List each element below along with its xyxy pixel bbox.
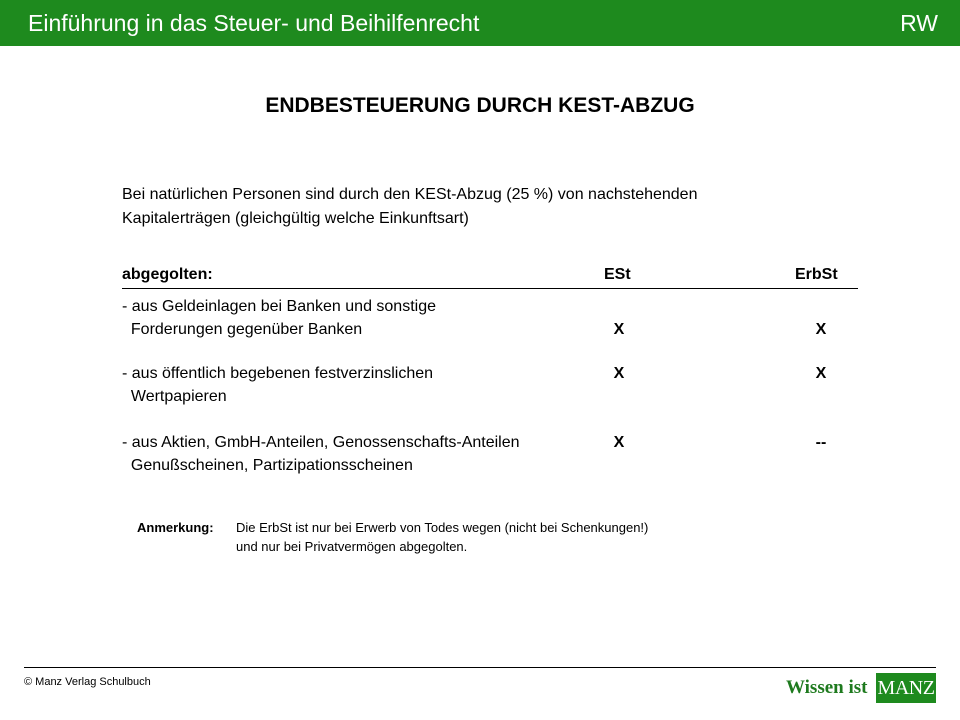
row-3-est-mark: X <box>613 434 625 451</box>
intro-text <box>122 183 842 231</box>
footer-rule <box>24 667 936 668</box>
row-1-line-2: Forderungen gegenüber Banken <box>122 321 363 338</box>
note-label: Anmerkung: <box>137 520 214 535</box>
row-2-line-1: - aus öffentlich begebenen festverzinslichen <box>122 365 434 382</box>
manz-logo <box>786 673 936 703</box>
slide-title: ENDBESTEUERUNG DURCH KEST-ABZUG <box>265 94 695 117</box>
row-2-est-mark: X <box>613 365 625 382</box>
header-abgegolten: abgegolten: <box>122 266 213 283</box>
footer-copyright: © Manz Verlag Schulbuch <box>24 676 151 688</box>
row-3-erbst-mark: -- <box>815 434 827 451</box>
logo-box-text: MANZ <box>877 677 935 699</box>
row-2-line-2: Wertpapieren <box>122 388 227 405</box>
row-3-line-1: - aus Aktien, GmbH-Anteilen, Genossenschafts-Anteilen <box>122 434 520 451</box>
logo-text: Wissen ist <box>786 677 868 698</box>
row-3-line-2: Genußscheinen, Partizipationsscheinen <box>122 457 413 474</box>
logo-box <box>876 673 936 703</box>
header-est: ESt <box>604 266 631 283</box>
row-2-erbst-mark: X <box>815 365 827 382</box>
intro-line: Kapitalerträgen (gleichgültig welche Einkunftsart) <box>122 210 469 227</box>
header-abbreviation: RW <box>900 10 938 36</box>
header-title: Einführung in das Steuer- und Beihilfenrecht <box>28 10 480 36</box>
row-1-est-mark: X <box>613 321 625 338</box>
header-bar <box>0 0 960 46</box>
header-erbst: ErbSt <box>795 266 838 283</box>
table-header-rule <box>122 288 858 289</box>
row-1-line-1: - aus Geldeinlagen bei Banken und sonstige <box>122 298 436 315</box>
note-line: Die ErbSt ist nur bei Erwerb von Todes wegen (nicht bei Schenkungen!) <box>236 520 649 535</box>
row-1-erbst-mark: X <box>815 321 827 338</box>
intro-line: Bei natürlichen Personen sind durch den KESt-Abzug (25 %) von nachstehenden <box>122 186 698 203</box>
note-line: und nur bei Privatvermögen abgegolten. <box>236 539 468 554</box>
note-text <box>236 518 648 556</box>
